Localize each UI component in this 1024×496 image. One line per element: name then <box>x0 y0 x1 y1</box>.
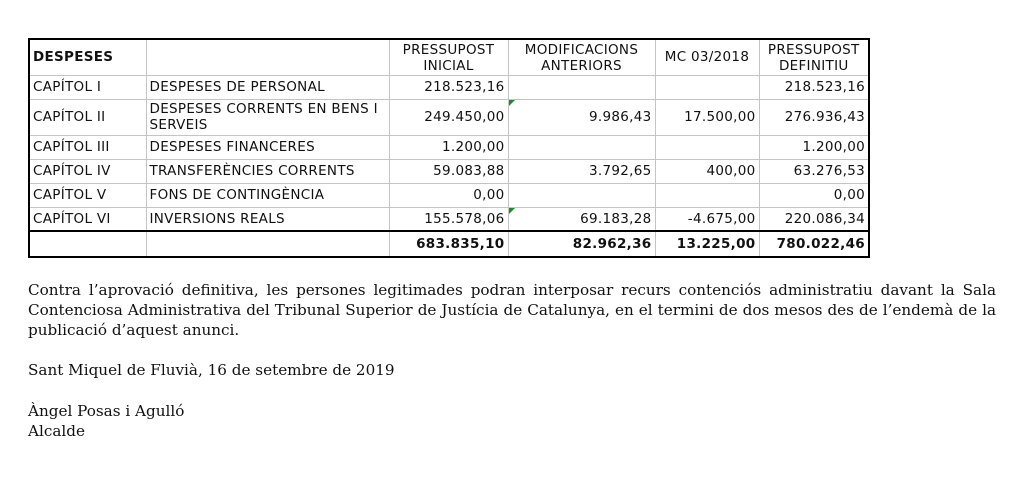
table-header-row <box>29 39 869 75</box>
chapter-cell: CAPÍTOL II <box>29 99 146 135</box>
total-mc-cell: 13.225,00 <box>655 231 759 257</box>
chapter-cell: CAPÍTOL VI <box>29 207 146 231</box>
header-despeses: DESPESES <box>29 39 146 75</box>
final-cell: 218.523,16 <box>759 75 869 99</box>
prior-mods-cell <box>508 183 655 207</box>
initial-cell: 249.450,00 <box>389 99 508 135</box>
initial-cell: 218.523,16 <box>389 75 508 99</box>
prior-mods-cell: 9.986,43 <box>508 99 655 135</box>
initial-cell: 1.200,00 <box>389 135 508 159</box>
description-cell: TRANSFERÈNCIES CORRENTS <box>146 159 389 183</box>
totals-blank-cell <box>146 231 389 257</box>
description-cell: DESPESES CORRENTS EN BENS I SERVEIS <box>146 99 389 135</box>
total-final-cell: 780.022,46 <box>759 231 869 257</box>
appeal-paragraph: Contra l’aprovació definitiva, les persones legitimades podran interposar recurs contenciós administratiu davant la Sala Contenciosa Administrativa del Tribunal Superior de Justícia de Catalunya, en el termini de dos mesos des de l’endemà de la publicació d’aquest anunci. <box>28 281 996 339</box>
chapter-cell: CAPÍTOL III <box>29 135 146 159</box>
description-cell: DESPESES FINANCERES <box>146 135 389 159</box>
description-cell: INVERSIONS REALS <box>146 207 389 231</box>
total-prior-mods-cell: 82.962,36 <box>508 231 655 257</box>
final-cell: 63.276,53 <box>759 159 869 183</box>
initial-cell: 59.083,88 <box>389 159 508 183</box>
description-cell: FONS DE CONTINGÈNCIA <box>146 183 389 207</box>
mc-cell: 17.500,00 <box>655 99 759 135</box>
table-row <box>29 207 869 231</box>
header-initial: PRESSUPOST INICIAL <box>389 39 508 75</box>
final-cell: 1.200,00 <box>759 135 869 159</box>
signatory-name: Àngel Posas i Agulló <box>28 402 185 420</box>
mc-cell <box>655 135 759 159</box>
description-cell: DESPESES DE PERSONAL <box>146 75 389 99</box>
mc-cell <box>655 75 759 99</box>
prior-mods-cell <box>508 75 655 99</box>
prior-mods-cell: 3.792,65 <box>508 159 655 183</box>
initial-cell: 155.578,06 <box>389 207 508 231</box>
total-initial-cell: 683.835,10 <box>389 231 508 257</box>
document <box>28 38 1008 441</box>
mc-cell: 400,00 <box>655 159 759 183</box>
totals-row <box>29 231 869 257</box>
prior-mods-cell: 69.183,28 <box>508 207 655 231</box>
table-row <box>29 183 869 207</box>
chapter-cell: CAPÍTOL IV <box>29 159 146 183</box>
table-row <box>29 135 869 159</box>
table-row <box>29 75 869 99</box>
mc-cell <box>655 183 759 207</box>
totals-blank-cell <box>29 231 146 257</box>
mc-cell: -4.675,00 <box>655 207 759 231</box>
final-cell: 0,00 <box>759 183 869 207</box>
final-cell: 220.086,34 <box>759 207 869 231</box>
header-final: PRESSUPOST DEFINITIU <box>759 39 869 75</box>
chapter-cell: CAPÍTOL V <box>29 183 146 207</box>
prior-mods-cell <box>508 135 655 159</box>
final-cell: 276.936,43 <box>759 99 869 135</box>
table-row <box>29 99 869 135</box>
header-description <box>146 39 389 75</box>
place-date: Sant Miquel de Fluvià, 16 de setembre de 2019 <box>28 361 395 379</box>
budget-table <box>28 38 870 258</box>
table-row <box>29 159 869 183</box>
chapter-cell: CAPÍTOL I <box>29 75 146 99</box>
signatory-title: Alcalde <box>28 422 85 440</box>
header-prior-mods: MODIFICACIONS ANTERIORS <box>508 39 655 75</box>
header-mc: MC 03/2018 <box>655 39 759 75</box>
initial-cell: 0,00 <box>389 183 508 207</box>
